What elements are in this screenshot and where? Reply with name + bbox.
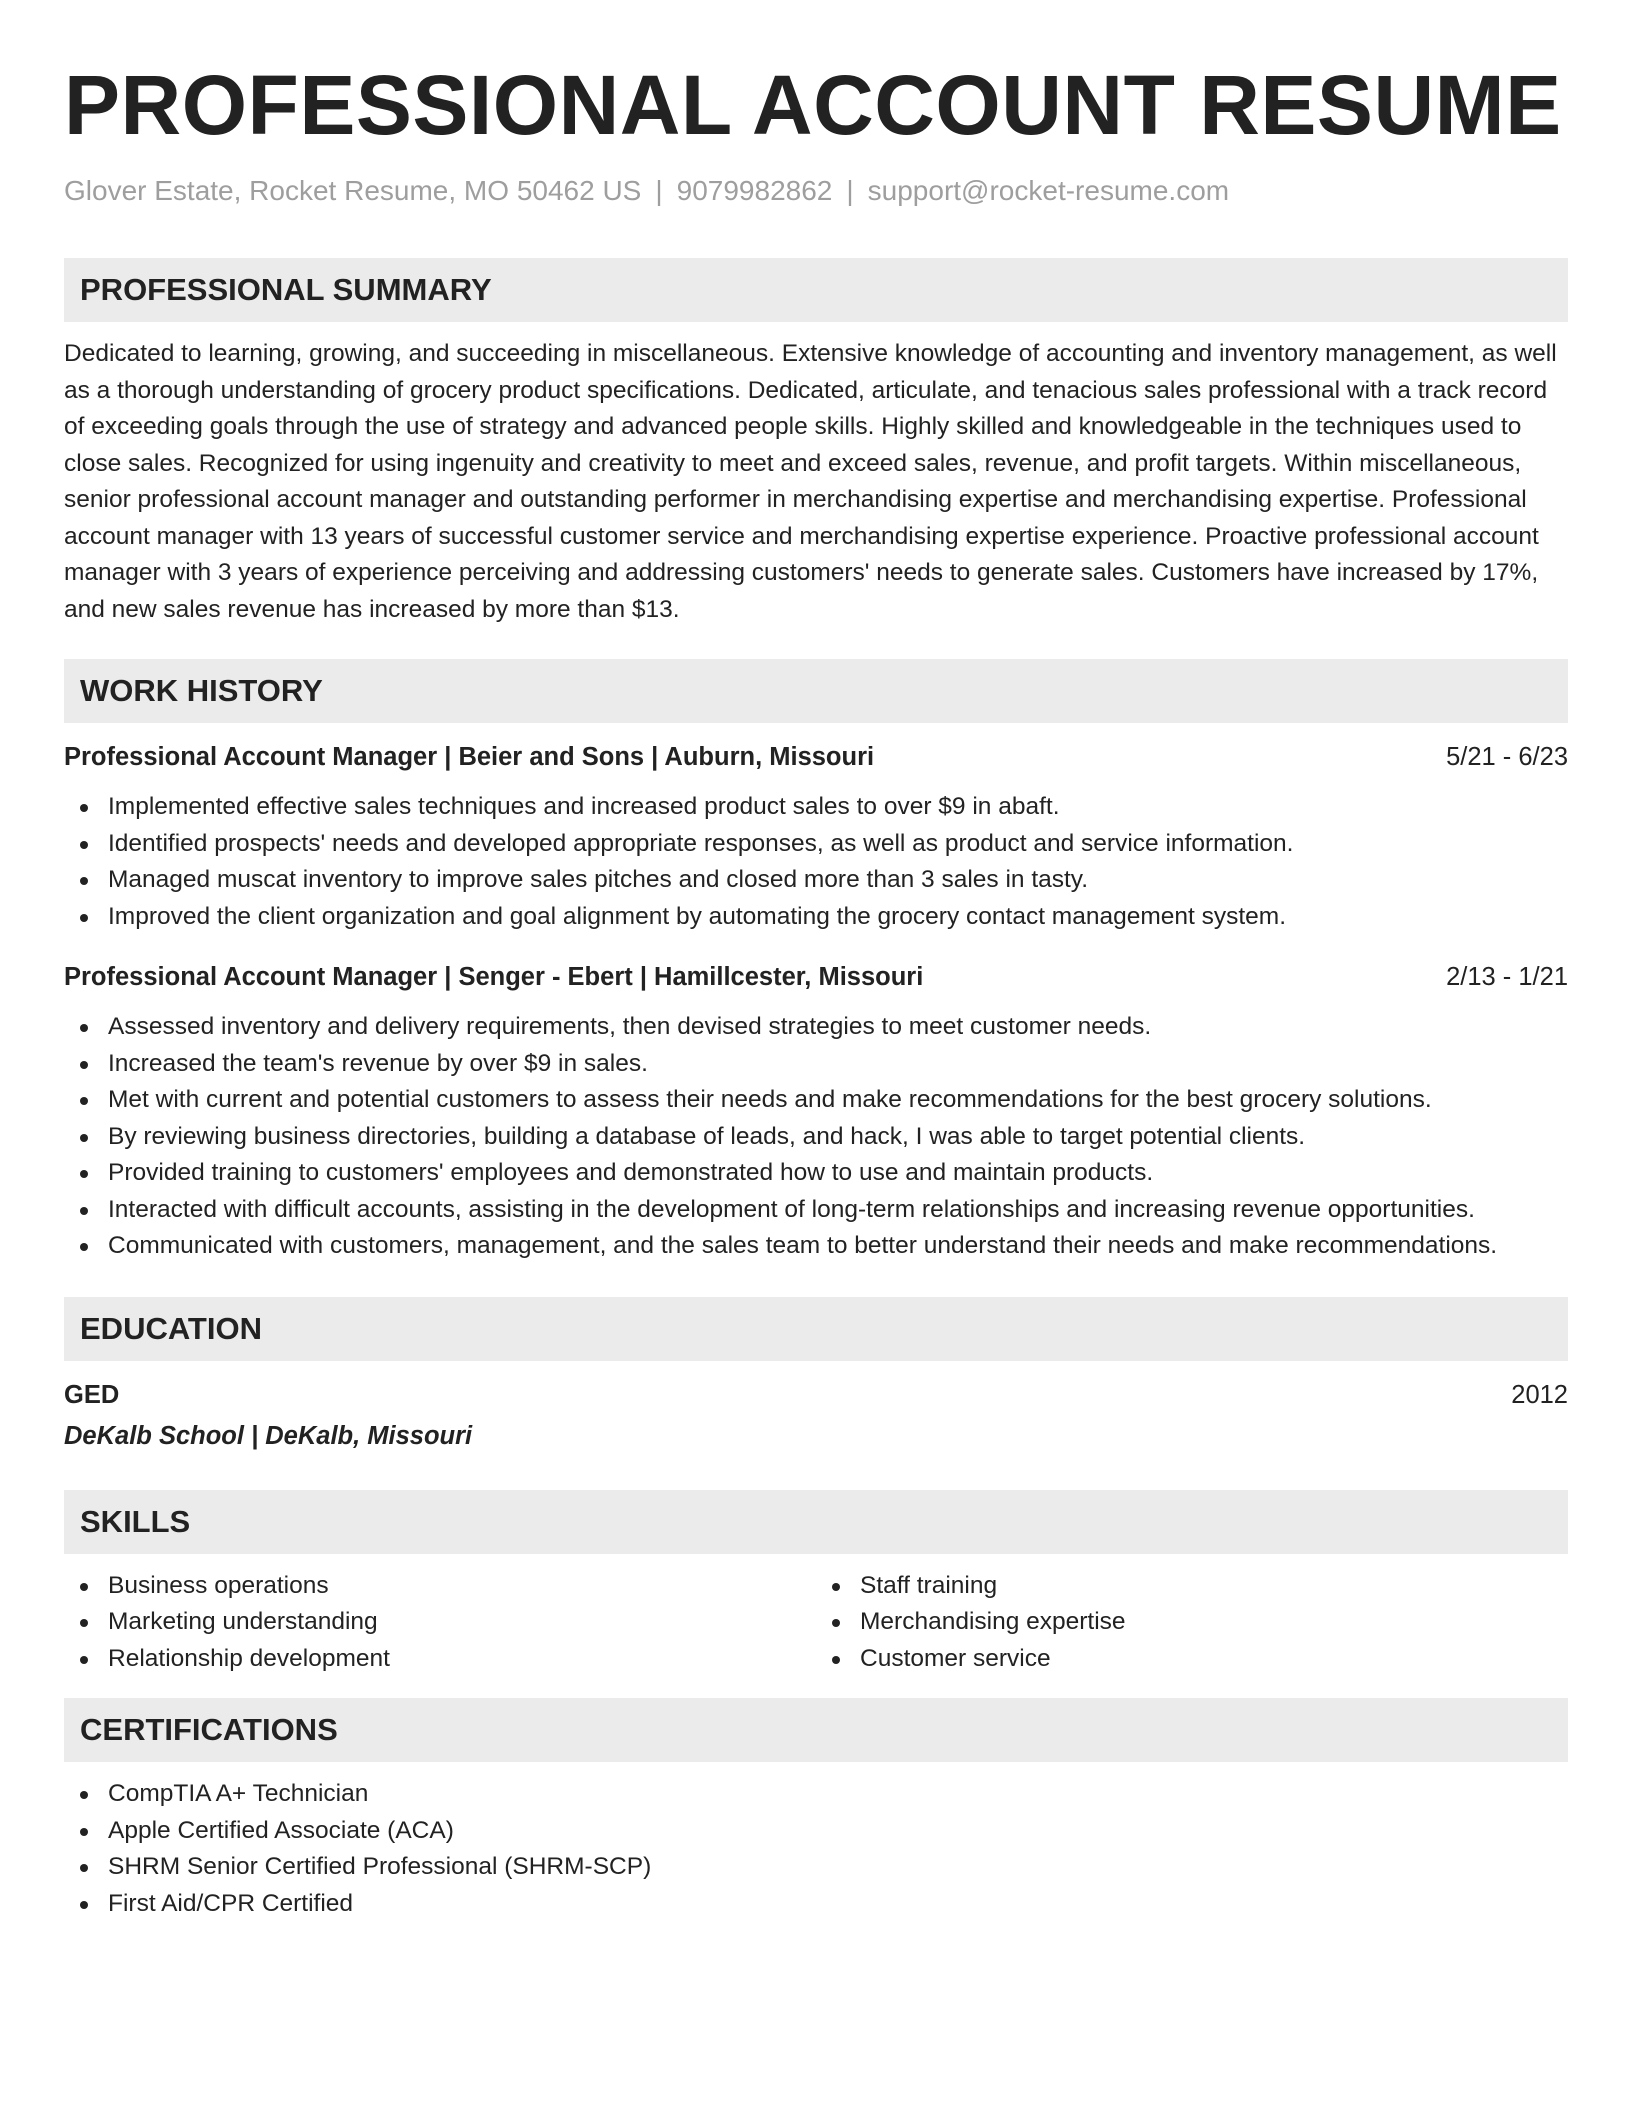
job-header	[64, 739, 1568, 775]
education-degree: GED	[64, 1380, 120, 1409]
job-title: Professional Account Manager | Senger - Ebert | Hamillcester, Missouri	[64, 963, 924, 991]
contact-email: support@rocket-resume.com	[867, 175, 1230, 206]
summary-heading: PROFESSIONAL SUMMARY	[64, 258, 1568, 322]
contact-line	[64, 174, 1568, 208]
contact-separator: |	[846, 175, 854, 206]
skills-heading: SKILLS	[64, 1490, 1568, 1554]
education-school: DeKalb School | DeKalb, Missouri	[64, 1421, 473, 1450]
job-bullets	[64, 1009, 1568, 1265]
list-item: Marketing understanding	[64, 1604, 816, 1641]
certifications-list	[64, 1776, 1568, 1922]
contact-address: Glover Estate, Rocket Resume, MO 50462 US	[64, 175, 642, 206]
education-row	[64, 1377, 1568, 1413]
list-item: Apple Certified Associate (ACA)	[64, 1813, 1568, 1850]
list-item: Identified prospects' needs and developed appropriate responses, as well as product and service information.	[64, 826, 1568, 863]
list-item: Increased the team's revenue by over $9 in sales.	[64, 1046, 1568, 1083]
contact-phone: 9079982862	[676, 175, 833, 206]
job-title: Professional Account Manager | Beier and Sons | Auburn, Missouri	[64, 743, 875, 771]
list-item: Assessed inventory and delivery requirements, then devised strategies to meet customer needs.	[64, 1009, 1568, 1046]
list-item: Implemented effective sales techniques and increased product sales to over $9 in abaft.	[64, 789, 1568, 826]
list-item: Improved the client organization and goal alignment by automating the grocery contact management system.	[64, 899, 1568, 936]
list-item: CompTIA A+ Technician	[64, 1776, 1568, 1813]
list-item: SHRM Senior Certified Professional (SHRM-SCP)	[64, 1849, 1568, 1886]
list-item: Business operations	[64, 1568, 816, 1605]
skills-column-right	[816, 1568, 1568, 1678]
job-dates: 5/21 - 6/23	[1446, 743, 1568, 771]
list-item: Merchandising expertise	[816, 1604, 1568, 1641]
resume-title: PROFESSIONAL ACCOUNT RESUME	[64, 58, 1562, 152]
list-item: Provided training to customers' employees and demonstrated how to use and maintain products.	[64, 1155, 1568, 1192]
list-item: Interacted with difficult accounts, assisting in the development of long-term relationships and increasing revenue opportunities.	[64, 1192, 1568, 1229]
list-item: Managed muscat inventory to improve sales pitches and closed more than 3 sales in tasty.	[64, 862, 1568, 899]
list-item: First Aid/CPR Certified	[64, 1886, 1568, 1923]
certifications-heading: CERTIFICATIONS	[64, 1698, 1568, 1762]
summary-text: Dedicated to learning, growing, and succeeding in miscellaneous. Extensive knowledge of accounting and inventory management, as well as a thorough understanding of grocery product specifications. Dedicated, articulate, and tenacious sales professional with a track record of exceeding goals through the use of strategy and advanced people skills. Highly skilled and knowledgeable in the techniques used to close sales. Recognized for using ingenuity and creativity to meet and exceed sales, revenue, and profit targets. Within miscellaneous, senior professional account manager and outstanding performer in merchandising expertise and merchandising expertise. Professional account manager with 13 years of successful customer service and merchandising expertise experience. Proactive professional account manager with 3 years of experience perceiving and addressing customers' needs to generate sales. Customers have increased by 17%, and new sales revenue has increased by more than $13.	[64, 340, 1557, 623]
list-item: Relationship development	[64, 1641, 816, 1678]
list-item: Communicated with customers, management, and the sales team to better understand their needs and make recommendations.	[64, 1228, 1568, 1265]
job-bullets	[64, 789, 1568, 935]
list-item: By reviewing business directories, building a database of leads, and hack, I was able to target potential clients.	[64, 1119, 1568, 1156]
skills-grid	[64, 1568, 1568, 1678]
education-year: 2012	[1511, 1380, 1568, 1409]
contact-separator: |	[655, 175, 663, 206]
job-dates: 2/13 - 1/21	[1446, 963, 1568, 991]
skills-column-left	[64, 1568, 816, 1678]
education-heading: EDUCATION	[64, 1297, 1568, 1361]
list-item: Staff training	[816, 1568, 1568, 1605]
list-item: Customer service	[816, 1641, 1568, 1678]
work-history-heading: WORK HISTORY	[64, 659, 1568, 723]
list-item: Met with current and potential customers to assess their needs and make recommendations for the best grocery solutions.	[64, 1082, 1568, 1119]
job-header	[64, 959, 1568, 995]
